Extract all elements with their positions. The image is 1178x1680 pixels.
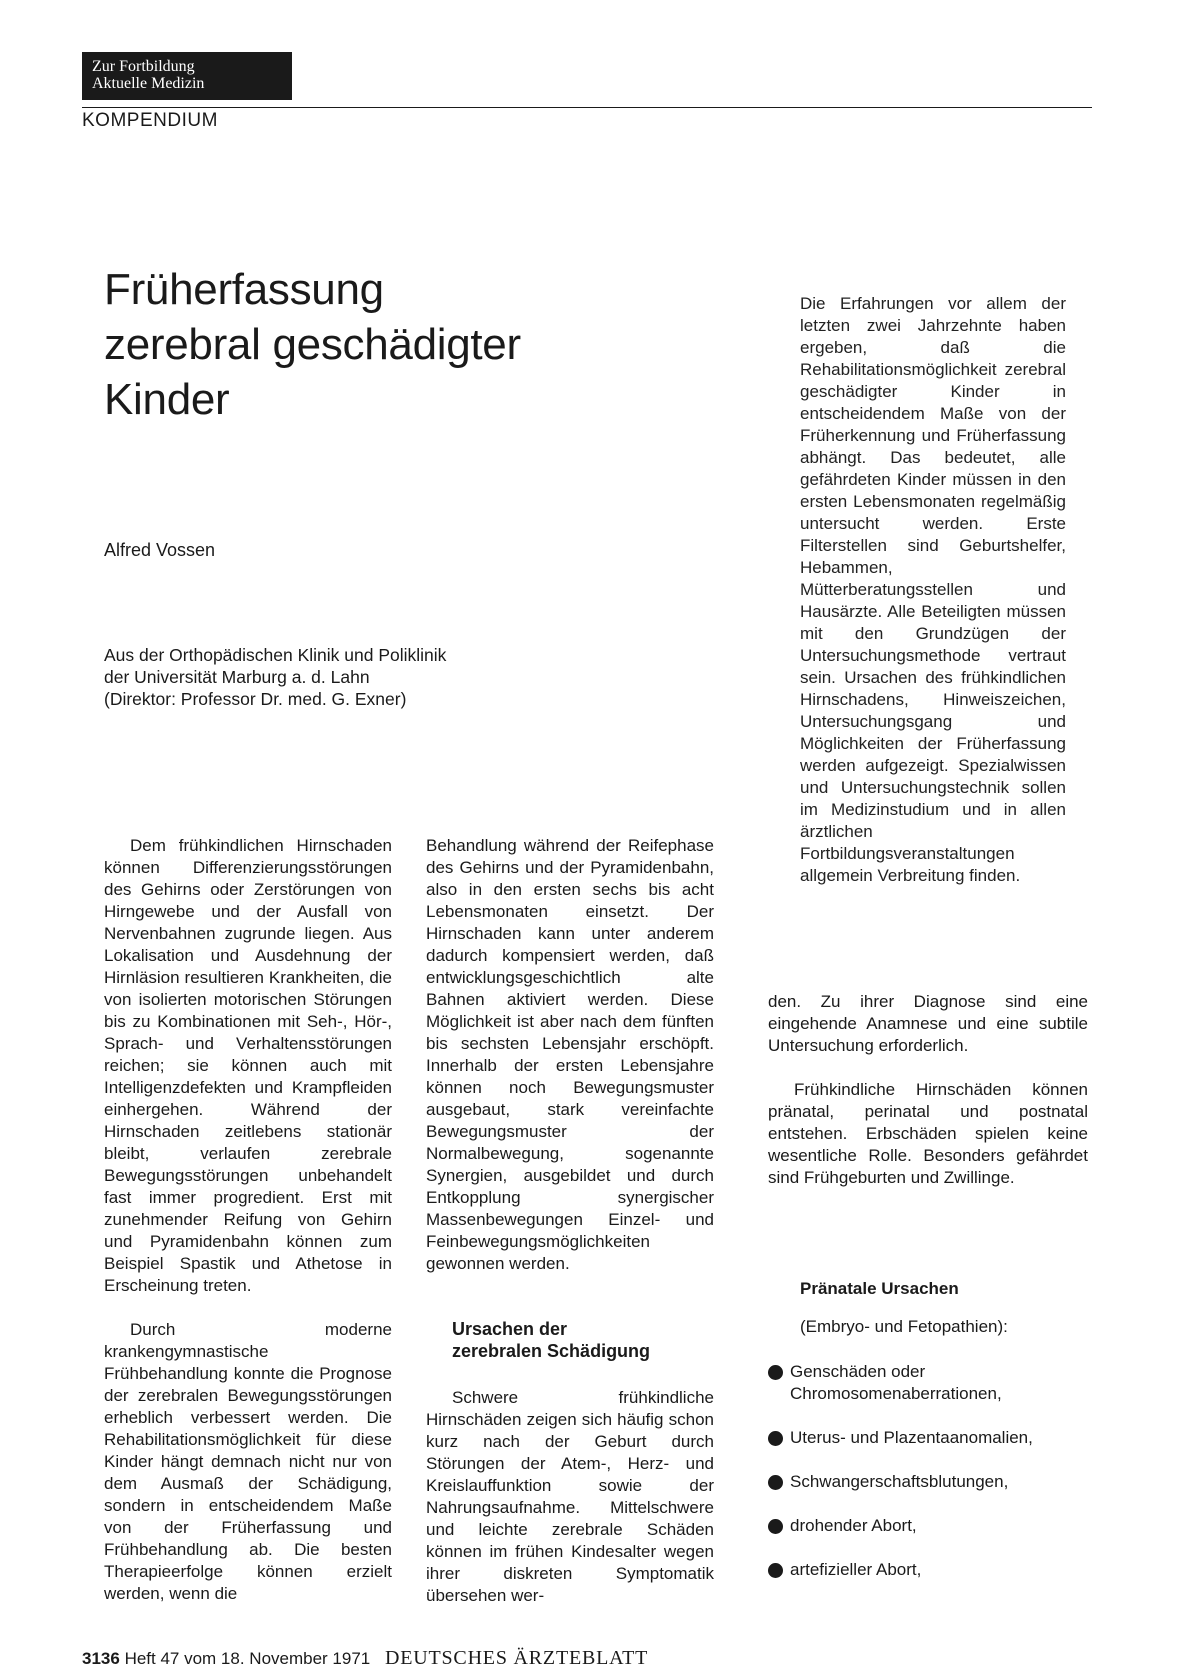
list-item xyxy=(768,1559,1093,1581)
abstract-text: Die Erfahrungen vor allem der letzten zwei Jahrzehnte haben ergeben, daß die Rehabilitationsmöglichkeit zerebral geschädigter Kinder in entscheidendem Maße von der Früherkennung und Früherfassung abhängt. Das bedeutet, alle gefährdeten Kinder müssen in den ersten Lebensmonaten regelmäßig untersucht werden. Erste Filterstellen sind Geburtshelfer, Hebammen, Mütterberatungsstellen und Hausärzte. Alle Beteiligten müssen mit den Grundzügen der Untersuchungsmethode vertraut sein. Ursachen des frühkindlichen Hirnschadens, Hinweiszeichen, Untersuchungsgang und Möglichkeiten der Früherfassung werden aufgezeigt. Spezialwissen und Untersuchungstechnik sollen im Medizinstudium und in allen ärztlichen Fortbildungsveranstaltungen allgemein Verbreitung finden. xyxy=(800,294,1066,885)
paragraph: Dem frühkindlichen Hirnschaden können Differenzierungsstörungen des Gehirns oder Zerstörungen von Hirngewebe und der Ausfall von Nervenbahnen zugrunde liegen. Aus Lokalisation und Ausdehnung der Hirnläsion resultieren Krankheiten, die von isolierten motorischen Störungen bis zu Kombinationen mit Seh-, Hör-, Sprach- und Verhaltensstörungen reichen; sie können auch mit Intelligenzdefekten und Krampfleiden einhergehen. Während der Hirnschaden zeitlebens stationär bleibt, verlaufen zerebrale Bewegungsstörungen unbehandelt fast immer progredient. Erst mit zunehmender Reifung von Gehirn und Pyramidenbahn können zum Beispiel Spastik und Athetose in Erscheinung treten. xyxy=(104,836,392,1295)
body-column-3 xyxy=(768,991,1088,1189)
subheading-line: Ursachen der xyxy=(452,1319,568,1339)
paragraph: Durch moderne krankengymnastische Frühbehandlung konnte die Prognose der zerebralen Bewegungsstörungen erheblich verbessert werden. Die Rehabilitationsmöglichkeit für diese Kinder hängt demnach nicht nur von dem Ausmaß der Schädigung, sondern in entscheidendem Maße von der Früherfassung und Frühbehandlung ab. Die besten Therapieerfolge können erzielt werden, wenn die xyxy=(104,1320,392,1603)
list-item xyxy=(768,1427,1093,1449)
paragraph: Frühkindliche Hirnschäden können pränatal, perinatal und postnatal entstehen. Erbschäden spielen keine wesentliche Rolle. Besonders gefährdet sind Frühgeburten und Zwillinge. xyxy=(768,1080,1088,1187)
affiliation-line: der Universität Marburg a. d. Lahn xyxy=(104,667,370,687)
page-footer xyxy=(82,1647,648,1670)
section-label: KOMPENDIUM xyxy=(82,110,218,131)
badge-line-1: Zur Fortbildung xyxy=(92,58,195,75)
list-item-text: artefizieller Abort, xyxy=(790,1560,922,1579)
bullet-dot-icon xyxy=(768,1563,783,1578)
list-item-text: Genschäden oder Chromosomenaberrationen, xyxy=(790,1362,1002,1403)
paragraph: Behandlung während der Reifephase des Gehirns und der Pyramidenbahn, also in den ersten sechs bis acht Lebensmonaten einsetzt. Der Hirnschaden kann unter anderem dadurch kompensiert werden, daß entwicklungsgeschichtlich alte Bahnen aktiviert werden. Diese Möglichkeit ist aber nach dem fünften bis sechsten Lebensjahr erschöpft. Innerhalb der ersten Lebensjahre können noch Bewegungsmuster ausgebaut, stark vereinfachte Bewegungsmuster der Normalbewegung, sogenannte Synergien, ausgebildet und durch Entkopplung synergischer Massenbewegungen Einzel- und Feinbewegungsmöglichkeiten gewonnen werden. xyxy=(426,836,714,1273)
list-item xyxy=(768,1471,1093,1493)
subheading-note: (Embryo- und Fetopathien): xyxy=(800,1317,1008,1336)
bullet-dot-icon xyxy=(768,1431,783,1446)
body-column-2 xyxy=(426,835,714,1275)
subheading-line: zerebralen Schädigung xyxy=(452,1341,651,1361)
list-item-text: Schwangerschaftsblutungen, xyxy=(790,1472,1009,1491)
page-number: 3136 xyxy=(82,1649,120,1668)
paragraph: Schwere frühkindliche Hirnschäden zeigen sich häufig schon kurz nach der Geburt durch Störungen der Atem-, Herz- und Kreislauffunktion sowie der Nahrungsaufnahme. Mittelschwere und leichte zerebrale Schäden können im frühen Kindesalter wegen ihrer diskreten Symptomatik übersehen wer- xyxy=(426,1388,714,1605)
article-title xyxy=(104,262,664,427)
bullet-dot-icon xyxy=(768,1475,783,1490)
title-line: Früherfassung xyxy=(104,265,384,314)
affiliation-line: (Direktor: Professor Dr. med. G. Exner) xyxy=(104,689,407,709)
affiliation-line: Aus der Orthopädischen Klinik und Poliklinik xyxy=(104,645,447,665)
body-column-1 xyxy=(104,835,392,1605)
affiliation xyxy=(104,644,446,710)
subheading-prenatal: Pränatale Ursachen xyxy=(800,1279,959,1298)
list-item xyxy=(768,1361,1093,1405)
bullet-dot-icon xyxy=(768,1365,783,1380)
list-item-text: drohender Abort, xyxy=(790,1516,917,1535)
prenatal-causes-list xyxy=(768,1361,1093,1603)
bullet-dot-icon xyxy=(768,1519,783,1534)
body-column-2-lower xyxy=(426,1387,714,1607)
magazine-name: DEUTSCHES ÄRZTEBLATT xyxy=(384,1647,649,1669)
title-line: zerebral geschädigter xyxy=(104,320,521,369)
paragraph: den. Zu ihrer Diagnose sind eine eingehende Anamnese und eine subtile Untersuchung erforderlich. xyxy=(768,992,1088,1055)
badge-line-2: Aktuelle Medizin xyxy=(92,75,205,92)
author-name: Alfred Vossen xyxy=(104,540,216,560)
issue-info: Heft 47 vom 18. November 1971 xyxy=(124,1649,371,1668)
header-rule xyxy=(82,107,1092,108)
list-item xyxy=(768,1515,1093,1537)
section-badge xyxy=(82,52,292,100)
title-line: Kinder xyxy=(104,375,230,424)
subheading-causes xyxy=(452,1318,742,1362)
list-item-text: Uterus- und Plazentaanomalien, xyxy=(790,1428,1033,1447)
abstract xyxy=(800,293,1066,887)
